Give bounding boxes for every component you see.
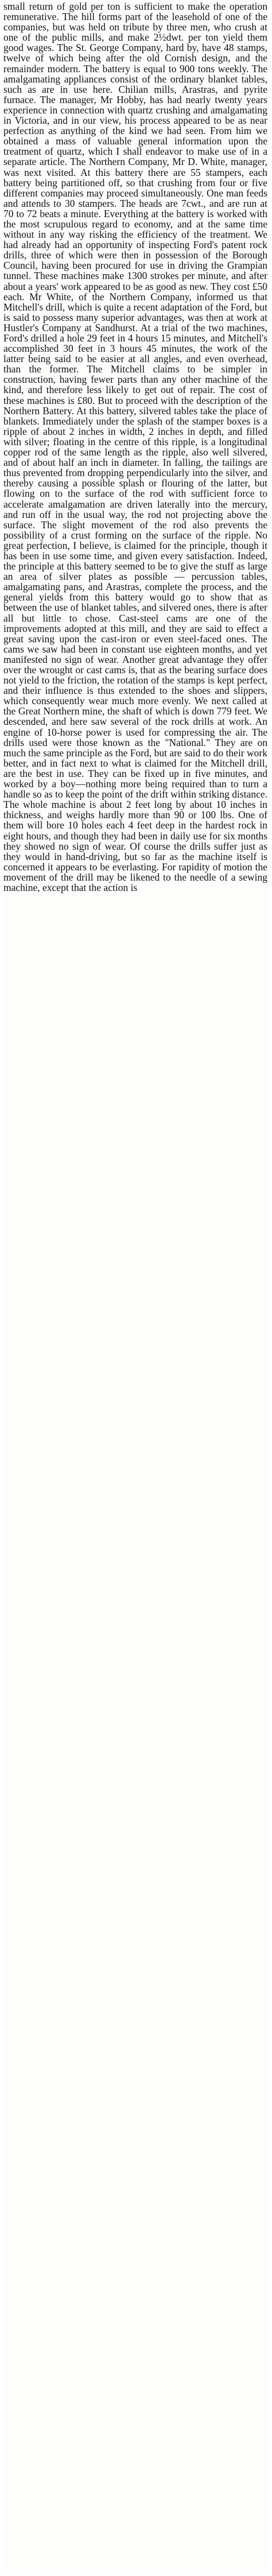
- newspaper-column: [3, 1, 267, 2574]
- article-paragraph: small return of gold per ton is sufficient to make the operation remunerative. The hill forms part of the leasehold of one of the companies, but was held on tribute by three men, who crush at one of the public mills, and make 2½dwt. per ton yield them good wages. The St. George Company, hard by, have 48 stamps, twelve of which being after the old Cornish design, and the remainder modern. The battery is equal to 900 tons weekly. The amalgamating appliances consist of the ordinary blanket tables, such as are in use here. Chilian mills, Arastras, and pyrite furnace. The manager, Mr Hobby, has had nearly twenty years experience in connection with quartz crushing and amalgamating in Victoria, and in our view, his process appeared to be as near perfection as anything of the kind we had seen. From him we obtained a mass of valuable general information upon the treatment of quartz, which I shall endeavor to make use of in a separate article. The Northern Company, Mr D. White, manager, was next visited. At this battery there are 55 stampers, each battery being partitioned off, so that crushing from four or five different companies may proceed simultaneously. One man feeds and attends to 30 stampers. The heads are 7cwt., and are run at 70 to 72 beats a minute. Everything at the battery is worked with the most scrupulous regard to economy, and at the same time without in any way risking the efficiency of the treatment. We had already had an opportunity of inspecting Ford's patent rock drills, three of which were then in possession of the Borough Council, having been procured for use in driving the Grampian tunnel. These machines make 1300 strokes per minute, and after about a years' work appeared to be as good as new. They cost £50 each. Mr White, of the Northern Company, informed us that Mitchell's drill, which is quite a recent adaptation of the Ford, but is said to possess many superior advantages, was then at work at Hustler's Company at Sandhurst. At a trial of the two machines, Ford's drilled a hole 29 feet in 4 hours 15 minutes, and Mitchell's accomplished 30 feet in 3 hours 45 minutes, the work of the latter being said to be easier at all angles, and even overhead, than the former. The Mitchell claims to be simpler in construction, having fewer parts than any other machine of the kind, and therefore less likely to get out of repair. The cost of these machines is £80. But to proceed with the description of the Northern Battery. At this battery, silvered tables take the place of blankets. Immediately under the splash of the stamper boxes is a ripple of about 2 inches in width, 2 inches in depth, and filled with silver; floating in the centre of this ripple, is a longitudinal copper rod of the same length as the ripple, also well silvered, and of about half an inch in diameter. In falling, the tailings are thus prevented from dropping perpendicularly into the silver, and thereby causing a possible splash or flouring of the latter, but flowing on to the surface of the rod with sufficient force to accelerate amalgamation are driven laterally into the mercury, and run off in the usual way, the rod not projecting above the surface. The slight movement of the rod also prevents the possibility of a crust forming on the surface of the ripple. No great perfection, I believe, is claimed for the principle, though it has been in use some time, and given every satisfaction. Indeed, the principle at this battery seemed to be to give the stuff as large an area of silver plates as possible — percussion tables, amalgamating pans, and Arastras, complete the process, and the general yields from this battery would go to show that as between the use of blanket tables, and silvered ones, there is after all but little to chose. Cast-steel cams are one of the improvements adopted at this mill, and they are said to effect a great saving upon the cast-iron or even steel-faced ones. The cams we saw had been in constant use eighteen months, and yet manifested no sign of wear. Another great advantage they offer over the wrought or cast cams is, that as the bearing surface does not yield to the friction, the rotation of the stamps is kept perfect, and their influence is thus extended to the shoes and slippers, which consequently wear much more evenly. We next called at the Great Northern mine, the shaft of which is down 779 feet. We descended, and here saw several of the rock drills at work. An engine of 10-horse power is used for compressing the air. The drills used were those known as the "National." They are on much the same principle as the Ford, but are said to do their work better, and in fact next to what is claimed for the Mitchell drill, are the best in use. They can be fixed up in five minutes, and worked by a boy—nothing more being required than to turn a handle so as to keep the point of the drift within striking distance. The whole machine is about 2 feet long by about 10 inches in thickness, and weighs hardly more than 90 or 100 lbs. One of them will bore 10 holes each 4 feet deep in the hardest rock in eight hours, and though they had been in daily use for six months they showed no sign of wear. Of course the drills suffer just as they would in hand-driving, but so far as the machine itself is concerned it appears to be everlasting. For rapidity of motion the movement of the drill may be likened to the needle of a sewing machine, except that the action is: [3, 1, 267, 893]
